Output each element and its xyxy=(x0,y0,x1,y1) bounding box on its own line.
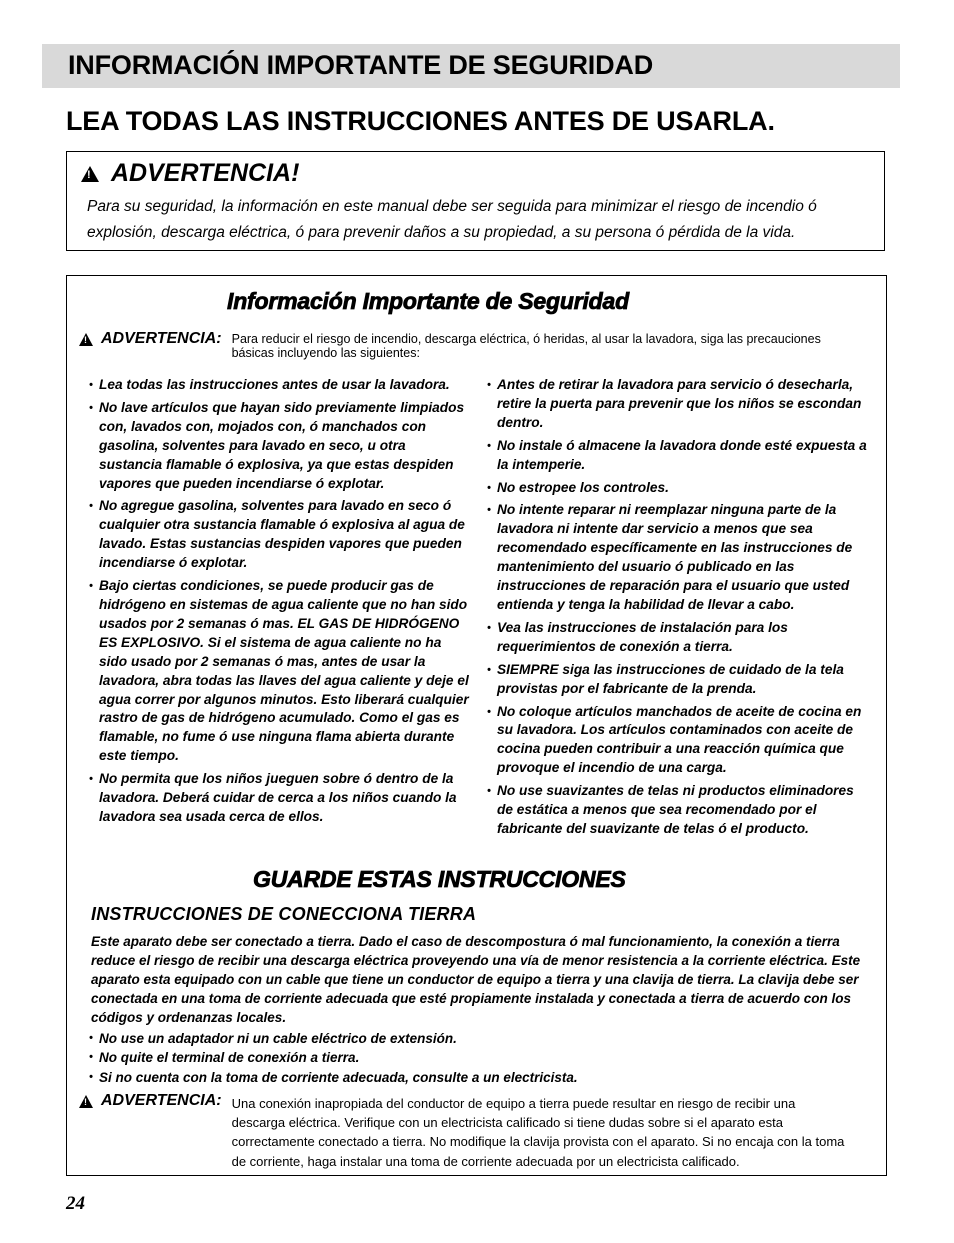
grounding-title: INSTRUCCIONES DE CONECCIONA TIERRA xyxy=(91,904,477,924)
list-item: • No use suavizantes de telas ni productos eliminadores de estática a menos que sea recomendado por el fabricante del suavizante de telas ó el producto. xyxy=(487,782,871,839)
warning-box xyxy=(66,151,885,251)
warning-box-title: ADVERTENCIA! xyxy=(111,159,300,187)
grounding-warning xyxy=(79,1092,846,1171)
grounding-list xyxy=(89,1029,859,1087)
list-item: • No instale ó almacene la lavadora donde esté expuesta a la intemperie. xyxy=(487,437,871,475)
list-item: • No lave artículos que hayan sido previamente limpiados con, lavados con, mojados con, ó manchados con gasolina, solventes para lavado en seco, u otra sustancia flamable ó explosiva, ya que estas despiden vapores que pueden incendiarse ó explotar. xyxy=(89,399,469,494)
list-item: • Si no cuenta con la toma de corriente adecuada, consulte a un electricista. xyxy=(89,1068,859,1087)
safety-title: Información Importante de Seguridad xyxy=(227,288,629,314)
safety-section xyxy=(66,275,887,1176)
list-item: • No coloque artículos manchados de aceite de cocina en su lavadora. Los artículos contaminados con aceite de cocina pueden contribuir a una reacción química que provoque el incendio de una carga. xyxy=(487,703,871,779)
page-number: 24 xyxy=(66,1193,85,1214)
safety-left-column xyxy=(89,376,469,831)
grounding-warning-label: ADVERTENCIA: xyxy=(101,1092,222,1109)
list-item: • No quite el terminal de conexión a tierra. xyxy=(89,1048,859,1067)
list-item: • No estropee los controles. xyxy=(487,479,871,498)
list-item: • Antes de retirar la lavadora para servicio ó desecharla, retire la puerta para prevenir que los niños se escondan dentro. xyxy=(487,376,871,433)
safety-warning-label-group xyxy=(79,330,222,348)
save-instructions-title: GUARDE ESTAS INSTRUCCIONES xyxy=(253,866,626,892)
safety-warning xyxy=(79,330,822,360)
warning-triangle-icon xyxy=(79,1095,93,1108)
list-item: • No agregue gasolina, solventes para lavado en seco ó cualquier otra sustancia flamable ó explosiva al agua de lavado. Estas sustancias despiden vapores que pueden incendiarse ó explotar. xyxy=(89,497,469,573)
safety-right-column xyxy=(487,376,871,843)
list-item: • No use un adaptador ni un cable eléctrico de extensión. xyxy=(89,1029,859,1048)
list-item: • SIEMPRE siga las instrucciones de cuidado de la tela provistas por el fabricante de la prenda. xyxy=(487,661,871,699)
safety-warning-label: ADVERTENCIA: xyxy=(101,330,222,347)
warning-triangle-icon xyxy=(81,166,99,182)
list-item: • Vea las instrucciones de instalación para los requerimientos de conexión a tierra. xyxy=(487,619,871,657)
list-item: • No permita que los niños jueguen sobre ó dentro de la lavadora. Deberá cuidar de cerca a los niños cuando la lavadora sea usada cerca de ellos. xyxy=(89,770,469,827)
warning-triangle-icon xyxy=(79,333,93,346)
list-item: • No intente reparar ni reemplazar ninguna parte de la lavadora ni intente dar servicio a menos que sea recomendado específicamente en las instrucciones de mantenimiento del usuario ó publicado en las instrucciones de reparación para el usuario que usted entienda y tenga la habilidad de llevar a cabo. xyxy=(487,501,871,614)
page-subtitle: LEA TODAS LAS INSTRUCCIONES ANTES DE USARLA. xyxy=(66,106,775,136)
warning-box-body: Para su seguridad, la información en este manual debe ser seguida para minimizar el riesgo de incendio ó explosión, descarga eléctrica, ó para prevenir daños a su propiedad, a su persona ó pérdida de la vida. xyxy=(87,198,817,241)
grounding-warning-label-group xyxy=(79,1092,222,1110)
grounding-warning-text: Una conexión inapropiada del conductor de equipo a tierra puede resultar en riesgo de recibir una descarga eléctrica. Verifique con un electricista calificado si tiene dudas sobre si el aparato esta correctamente conectado a tierra. No modifique la clavija provista con el aparato. Si no encaja con la toma de corriente, haga instalar una toma de corriente adecuada por un electricista calificado. xyxy=(231,1096,845,1169)
warning-box-title-row xyxy=(81,159,299,188)
list-item: • Lea todas las instrucciones antes de usar la lavadora. xyxy=(89,376,469,395)
header-bar xyxy=(42,44,900,88)
grounding-body: Este aparato debe ser conectado a tierra. Dado el caso de descompostura ó mal funcionamiento, la conexión a tierra reduce el riesgo de recibir una descarga eléctrica proveyendo una vía de menor resistencia a la corriente eléctrica. Este aparato esta equipado con un cable que tiene un conductor de equipo a tierra y una clavija de tierra. La clavija debe ser conectada en una toma de corriente adecuada que esté propiamente instalada y conectada a tierra de acuerdo con los códigos y ordenanzas locales. xyxy=(91,934,861,1025)
safety-warning-text: Para reducir el riesgo de incendio, descarga eléctrica, ó heridas, al usar la lavadora, siga las precauciones básicas incluyendo las siguientes: xyxy=(231,332,821,360)
list-item: • Bajo ciertas condiciones, se puede producir gas de hidrógeno en sistemas de agua caliente que no han sido usados por 2 semanas ó mas. EL GAS DE HIDRÓGENO ES EXPLOSIVO. Si el sistema de agua caliente no ha sido usado por 2 semanas ó mas, antes de usar la lavadora, abra todas las llaves del agua caliente y deje el agua correr por algunos minutos. Esto liberará cualquier rastro de gas de hidrógeno acumulado. Como el gas es flamable, no fume ó use ninguna flama abierta durante este tiempo. xyxy=(89,577,469,766)
page-header-title: INFORMACIÓN IMPORTANTE DE SEGURIDAD xyxy=(68,50,653,80)
